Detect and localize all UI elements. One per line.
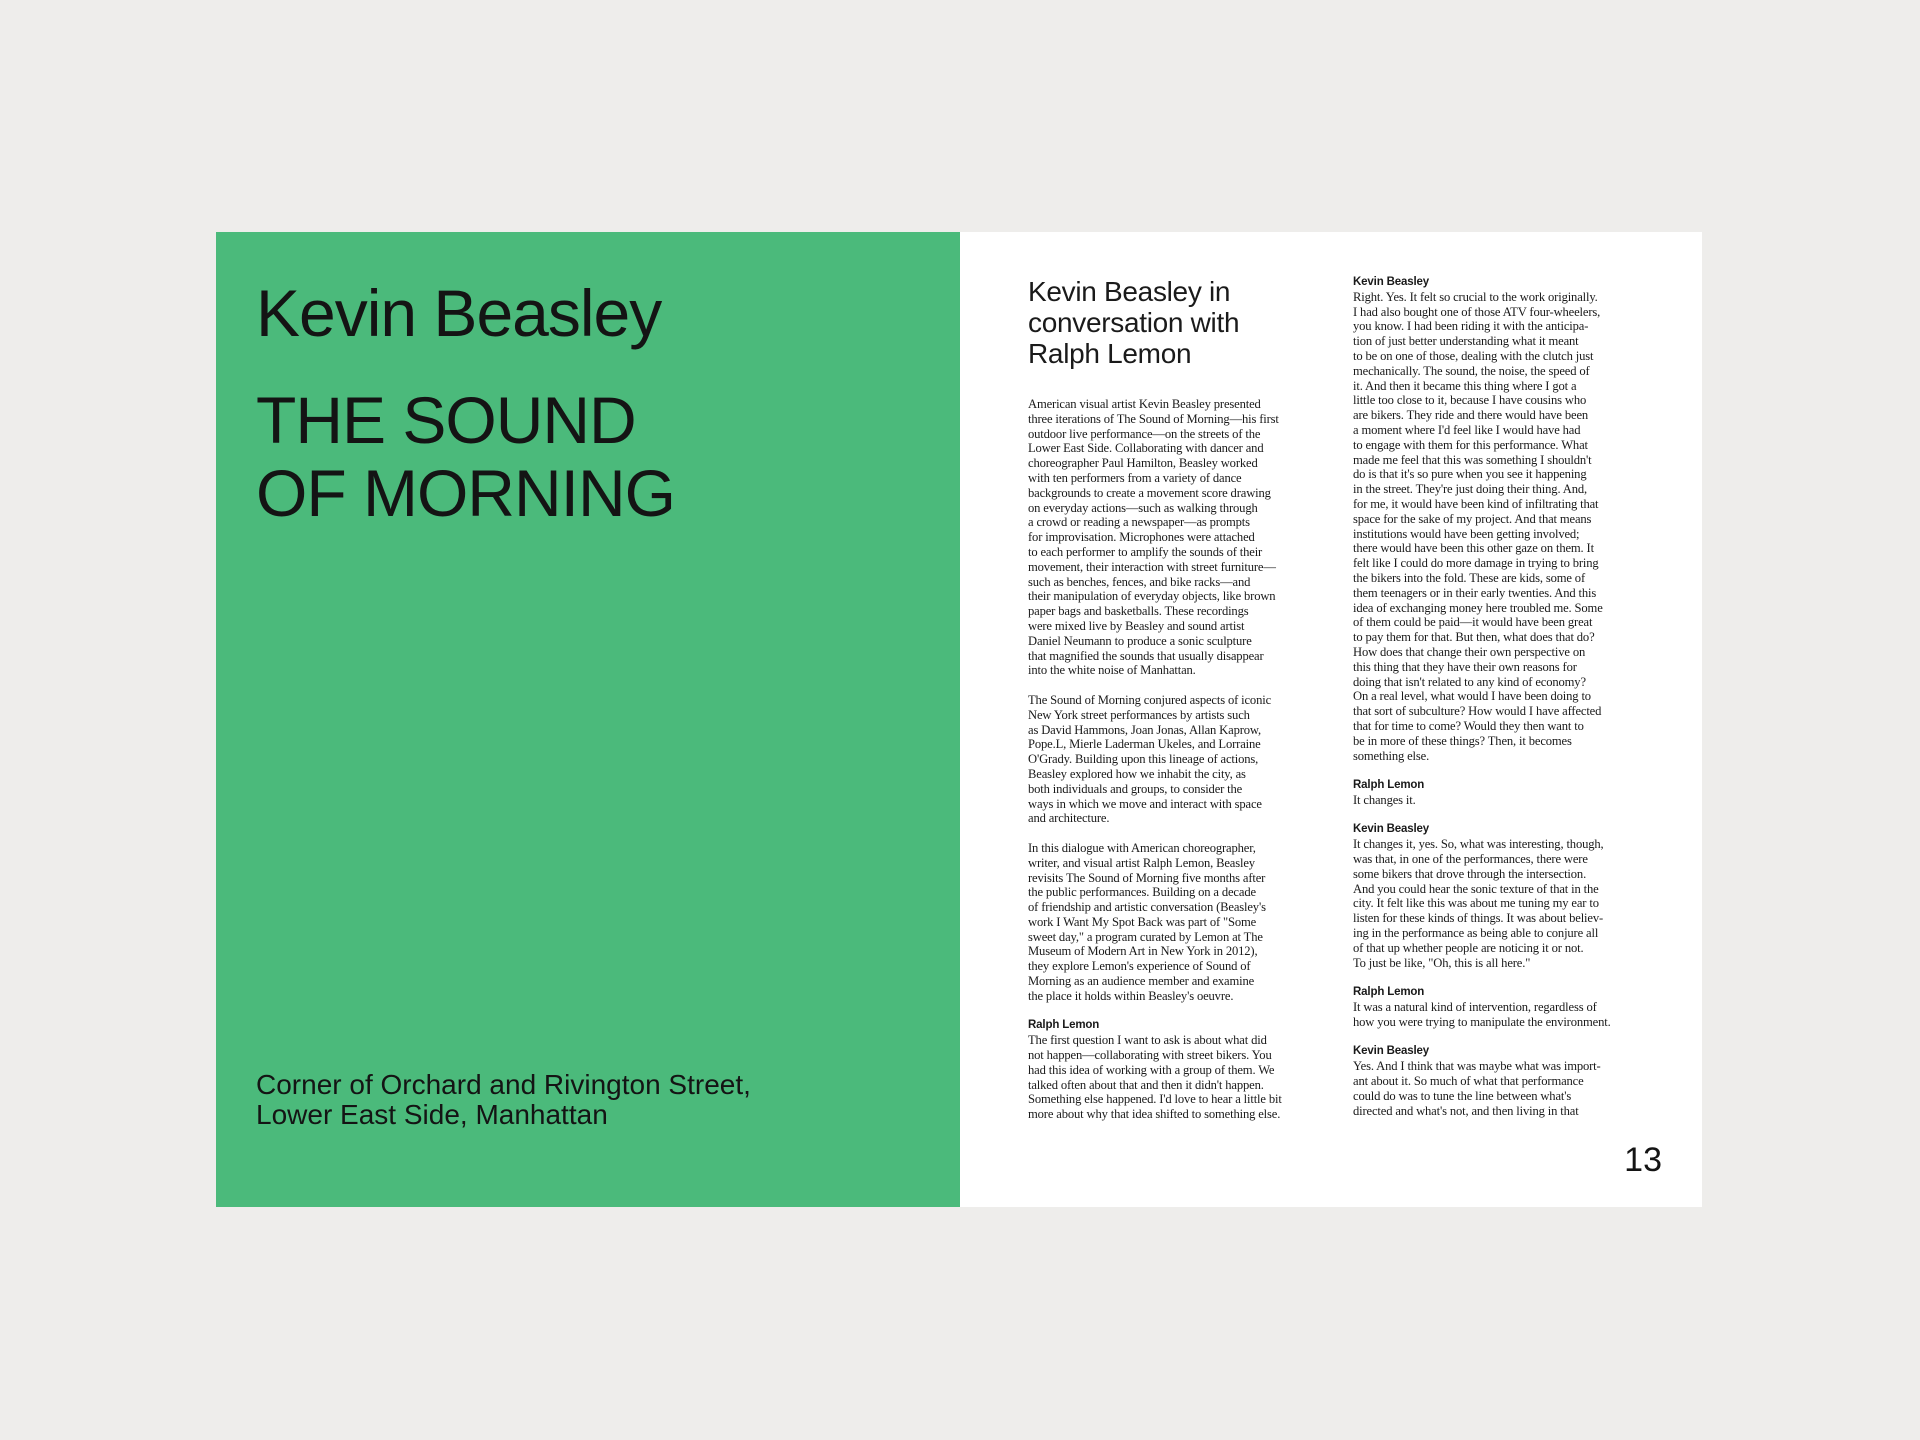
text-column-left (1028, 276, 1338, 1137)
text-line: were mixed live by Beasley and sound artist (1028, 618, 1245, 633)
text-line: to each performer to amplify the sounds of their (1028, 544, 1263, 559)
exchange-a3 (1353, 1044, 1663, 1118)
text-line: It changes it, yes. So, what was interesting, though, (1353, 837, 1604, 852)
right-page (960, 232, 1702, 1207)
text-line: a moment where I'd feel like I would have had (1353, 422, 1581, 437)
text-line: could do was to tune the line between what's (1353, 1088, 1572, 1103)
speaker-name: Kevin Beasley (1353, 276, 1430, 288)
text-line: them teenagers or in their early twenties. And this (1353, 585, 1597, 600)
text-line: into the white noise of Manhattan. (1028, 663, 1196, 678)
text-line: Right. Yes. It felt so crucial to the work originally. (1353, 289, 1598, 304)
intro-paragraph-1 (1028, 397, 1338, 678)
text-line: to engage with them for this performance. What (1353, 437, 1588, 452)
speech-text (1353, 837, 1663, 970)
text-line: doing that isn't related to any kind of economy? (1353, 674, 1586, 689)
speech-text (1353, 793, 1663, 808)
text-line: of that up whether people are noticing it or not. (1353, 940, 1584, 955)
work-title (256, 384, 675, 530)
speaker-name: Kevin Beasley (1353, 823, 1430, 836)
text-line: this thing that they have their own reasons for (1353, 659, 1577, 674)
page-number: 13 (1624, 1141, 1662, 1179)
text-line: I had also bought one of those ATV four-wheelers, (1353, 304, 1601, 319)
text-line: for me, it would have been kind of infiltrating that (1353, 496, 1599, 511)
text-line: city. It felt like this was about me tuning my ear to (1353, 896, 1599, 911)
left-page (216, 232, 960, 1207)
text-line: a crowd or reading a newspaper—as prompts (1028, 515, 1250, 530)
exchange-a1 (1353, 275, 1663, 763)
text-line: outdoor live performance—on the streets of the (1028, 426, 1261, 441)
text-line: choreographer Paul Hamilton, Beasley worked (1028, 456, 1258, 471)
text-line: felt like I could do more damage in trying to bring (1353, 556, 1599, 571)
text-line: Pope.L, Mierle Laderman Ukeles, and Lorraine (1028, 737, 1261, 752)
text-line: And you could hear the sonic texture of that in the (1353, 881, 1599, 896)
text-line: on everyday actions—such as walking through (1028, 500, 1258, 515)
location-line: Corner of Orchard and Rivington Street, (256, 1069, 751, 1100)
text-line: as David Hammons, Joan Jonas, Allan Kaprow, (1028, 722, 1262, 737)
text-line: How does that change their own perspective on (1353, 644, 1586, 659)
text-line: revisits The Sound of Morning five months after (1028, 870, 1266, 885)
text-line: paper bags and basketballs. These recordings (1028, 604, 1249, 619)
text-line: the place it holds within Beasley's oeuvre. (1028, 988, 1234, 1003)
text-line: idea of exchanging money here troubled me. Some (1353, 600, 1603, 615)
text-column-right (1353, 275, 1663, 1133)
exchange-q1 (1028, 1018, 1338, 1122)
speech-text (1353, 1000, 1663, 1030)
text-line: the public performances. Building on a decade (1028, 885, 1256, 900)
text-line: mechanically. The sound, the noise, the speed of (1353, 363, 1590, 378)
text-line: tion of just better understanding what it meant (1353, 334, 1579, 349)
text-line: To just be like, "Oh, this is all here." (1353, 955, 1531, 970)
text-line: On a real level, what would I have been doing to (1353, 689, 1591, 704)
text-line: had this idea of working with a group of them. We (1028, 1062, 1275, 1077)
text-line: that magnified the sounds that usually disappear (1028, 648, 1264, 663)
text-line: backgrounds to create a movement score drawing (1028, 485, 1271, 500)
book-spread (216, 232, 1702, 1207)
text-line: The Sound of Morning conjured aspects of iconic (1028, 692, 1272, 707)
work-title-line: OF MORNING (256, 456, 675, 530)
text-line: of friendship and artistic conversation (Beasley's (1028, 900, 1266, 915)
text-line: that for time to come? Would they then want to (1353, 718, 1584, 733)
text-line: Museum of Modern Art in New York in 2012), (1028, 944, 1258, 959)
exchange-q2 (1353, 778, 1663, 808)
text-line: Yes. And I think that was maybe what was import- (1353, 1059, 1601, 1074)
text-line: work I Want My Spot Back was part of "Some (1028, 914, 1257, 929)
text-line: three iterations of The Sound of Morning—his first (1028, 411, 1279, 426)
text-line: Morning as an audience member and examine (1028, 974, 1255, 989)
text-line: you know. I had been riding it with the anticipa- (1353, 319, 1589, 334)
text-line: ways in which we move and interact with space (1028, 796, 1262, 811)
text-line: institutions would have been getting involved; (1353, 526, 1580, 541)
text-line: was that, in one of the performances, there were (1353, 852, 1588, 867)
text-line: in the street. They're just doing their thing. And, (1353, 482, 1587, 497)
text-line: It was a natural kind of intervention, regardless of (1353, 1000, 1597, 1015)
exchange-a2 (1353, 822, 1663, 970)
text-line: listen for these kinds of things. It was about believ- (1353, 911, 1604, 926)
text-line: movement, their interaction with street furniture— (1028, 559, 1276, 574)
article-title (1028, 276, 1338, 369)
speech-text (1028, 1033, 1338, 1122)
text-line: space for the sake of my project. And that means (1353, 511, 1592, 526)
text-line: to pay them for that. But then, what does that do? (1353, 630, 1595, 645)
text-line: such as benches, fences, and bike racks—and (1028, 574, 1251, 589)
text-line: Something else happened. I'd love to hear a little bit (1028, 1092, 1282, 1107)
artist-name: Kevin Beasley (256, 276, 662, 350)
work-title-line: THE SOUND (256, 383, 636, 457)
text-line: that sort of subculture? How would I have affected (1353, 704, 1602, 719)
speaker-name: Kevin Beasley (1353, 1045, 1430, 1058)
text-line: Lower East Side. Collaborating with dancer and (1028, 441, 1264, 456)
text-line: Beasley explored how we inhabit the city, as (1028, 766, 1246, 781)
text-line: talked often about that and then it didn't happen. (1028, 1077, 1264, 1092)
location-line: Lower East Side, Manhattan (256, 1099, 608, 1130)
location (256, 1070, 751, 1130)
text-line: Daniel Neumann to produce a sonic sculpture (1028, 633, 1252, 648)
speech-text (1353, 290, 1663, 764)
text-line: are bikers. They ride and there would have been (1353, 408, 1589, 423)
text-line: the bikers into the fold. These are kids, some of (1353, 570, 1585, 585)
text-line: New York street performances by artists such (1028, 707, 1250, 722)
text-line: how you were trying to manipulate the environment. (1353, 1014, 1611, 1029)
text-line: In this dialogue with American choreographer, (1028, 840, 1256, 855)
text-line: their manipulation of everyday objects, like brown (1028, 589, 1276, 604)
text-line: directed and what's not, and then living in that (1353, 1103, 1579, 1118)
text-line: O'Grady. Building upon this lineage of actions, (1028, 752, 1259, 767)
text-line: for improvisation. Microphones were attached (1028, 530, 1255, 545)
text-line: to be on one of those, dealing with the clutch just (1353, 348, 1594, 363)
text-line: made me feel that this was something I shouldn't (1353, 452, 1592, 467)
speech-text (1353, 1059, 1663, 1118)
text-line: some bikers that drove through the intersection. (1353, 866, 1587, 881)
text-line: ant about it. So much of what that performance (1353, 1074, 1584, 1089)
text-line: writer, and visual artist Ralph Lemon, Beasley (1028, 855, 1255, 870)
speaker-name: Ralph Lemon (1353, 779, 1425, 792)
intro-paragraph-2 (1028, 693, 1338, 826)
text-line: with ten performers from a variety of dance (1028, 470, 1242, 485)
exchange-q3 (1353, 985, 1663, 1029)
text-line: It changes it. (1353, 792, 1416, 807)
text-line: The first question I want to ask is about what did (1028, 1033, 1267, 1048)
text-line: little too close to it, because I have cousins who (1353, 393, 1587, 408)
text-line: both individuals and groups, to consider the (1028, 781, 1243, 796)
article-title-line: conversation with (1028, 307, 1240, 338)
text-line: something else. (1353, 748, 1430, 763)
text-line: do is that it's so pure when you see it happening (1353, 467, 1587, 482)
article-title-line: Ralph Lemon (1028, 338, 1192, 369)
text-line: sweet day," a program curated by Lemon at The (1028, 929, 1263, 944)
text-line: not happen—collaborating with street bikers. You (1028, 1048, 1272, 1063)
text-line: be in more of these things? Then, it becomes (1353, 733, 1572, 748)
text-line: ing in the performance as being able to conjure all (1353, 926, 1599, 941)
intro-paragraph-3 (1028, 841, 1338, 1004)
text-line: more about why that idea shifted to something else. (1028, 1107, 1281, 1122)
text-line: American visual artist Kevin Beasley presented (1028, 397, 1261, 411)
speaker-name: Ralph Lemon (1353, 986, 1425, 999)
text-line: of them could be paid—it would have been great (1353, 615, 1593, 630)
article-title-line: Kevin Beasley in (1028, 276, 1231, 307)
text-line: it. And then it became this thing where I got a (1353, 378, 1577, 393)
speaker-name: Ralph Lemon (1028, 1019, 1100, 1032)
text-line: there would have been this other gaze on them. It (1353, 541, 1594, 556)
text-line: they explore Lemon's experience of Sound of (1028, 959, 1251, 974)
text-line: and architecture. (1028, 811, 1110, 826)
